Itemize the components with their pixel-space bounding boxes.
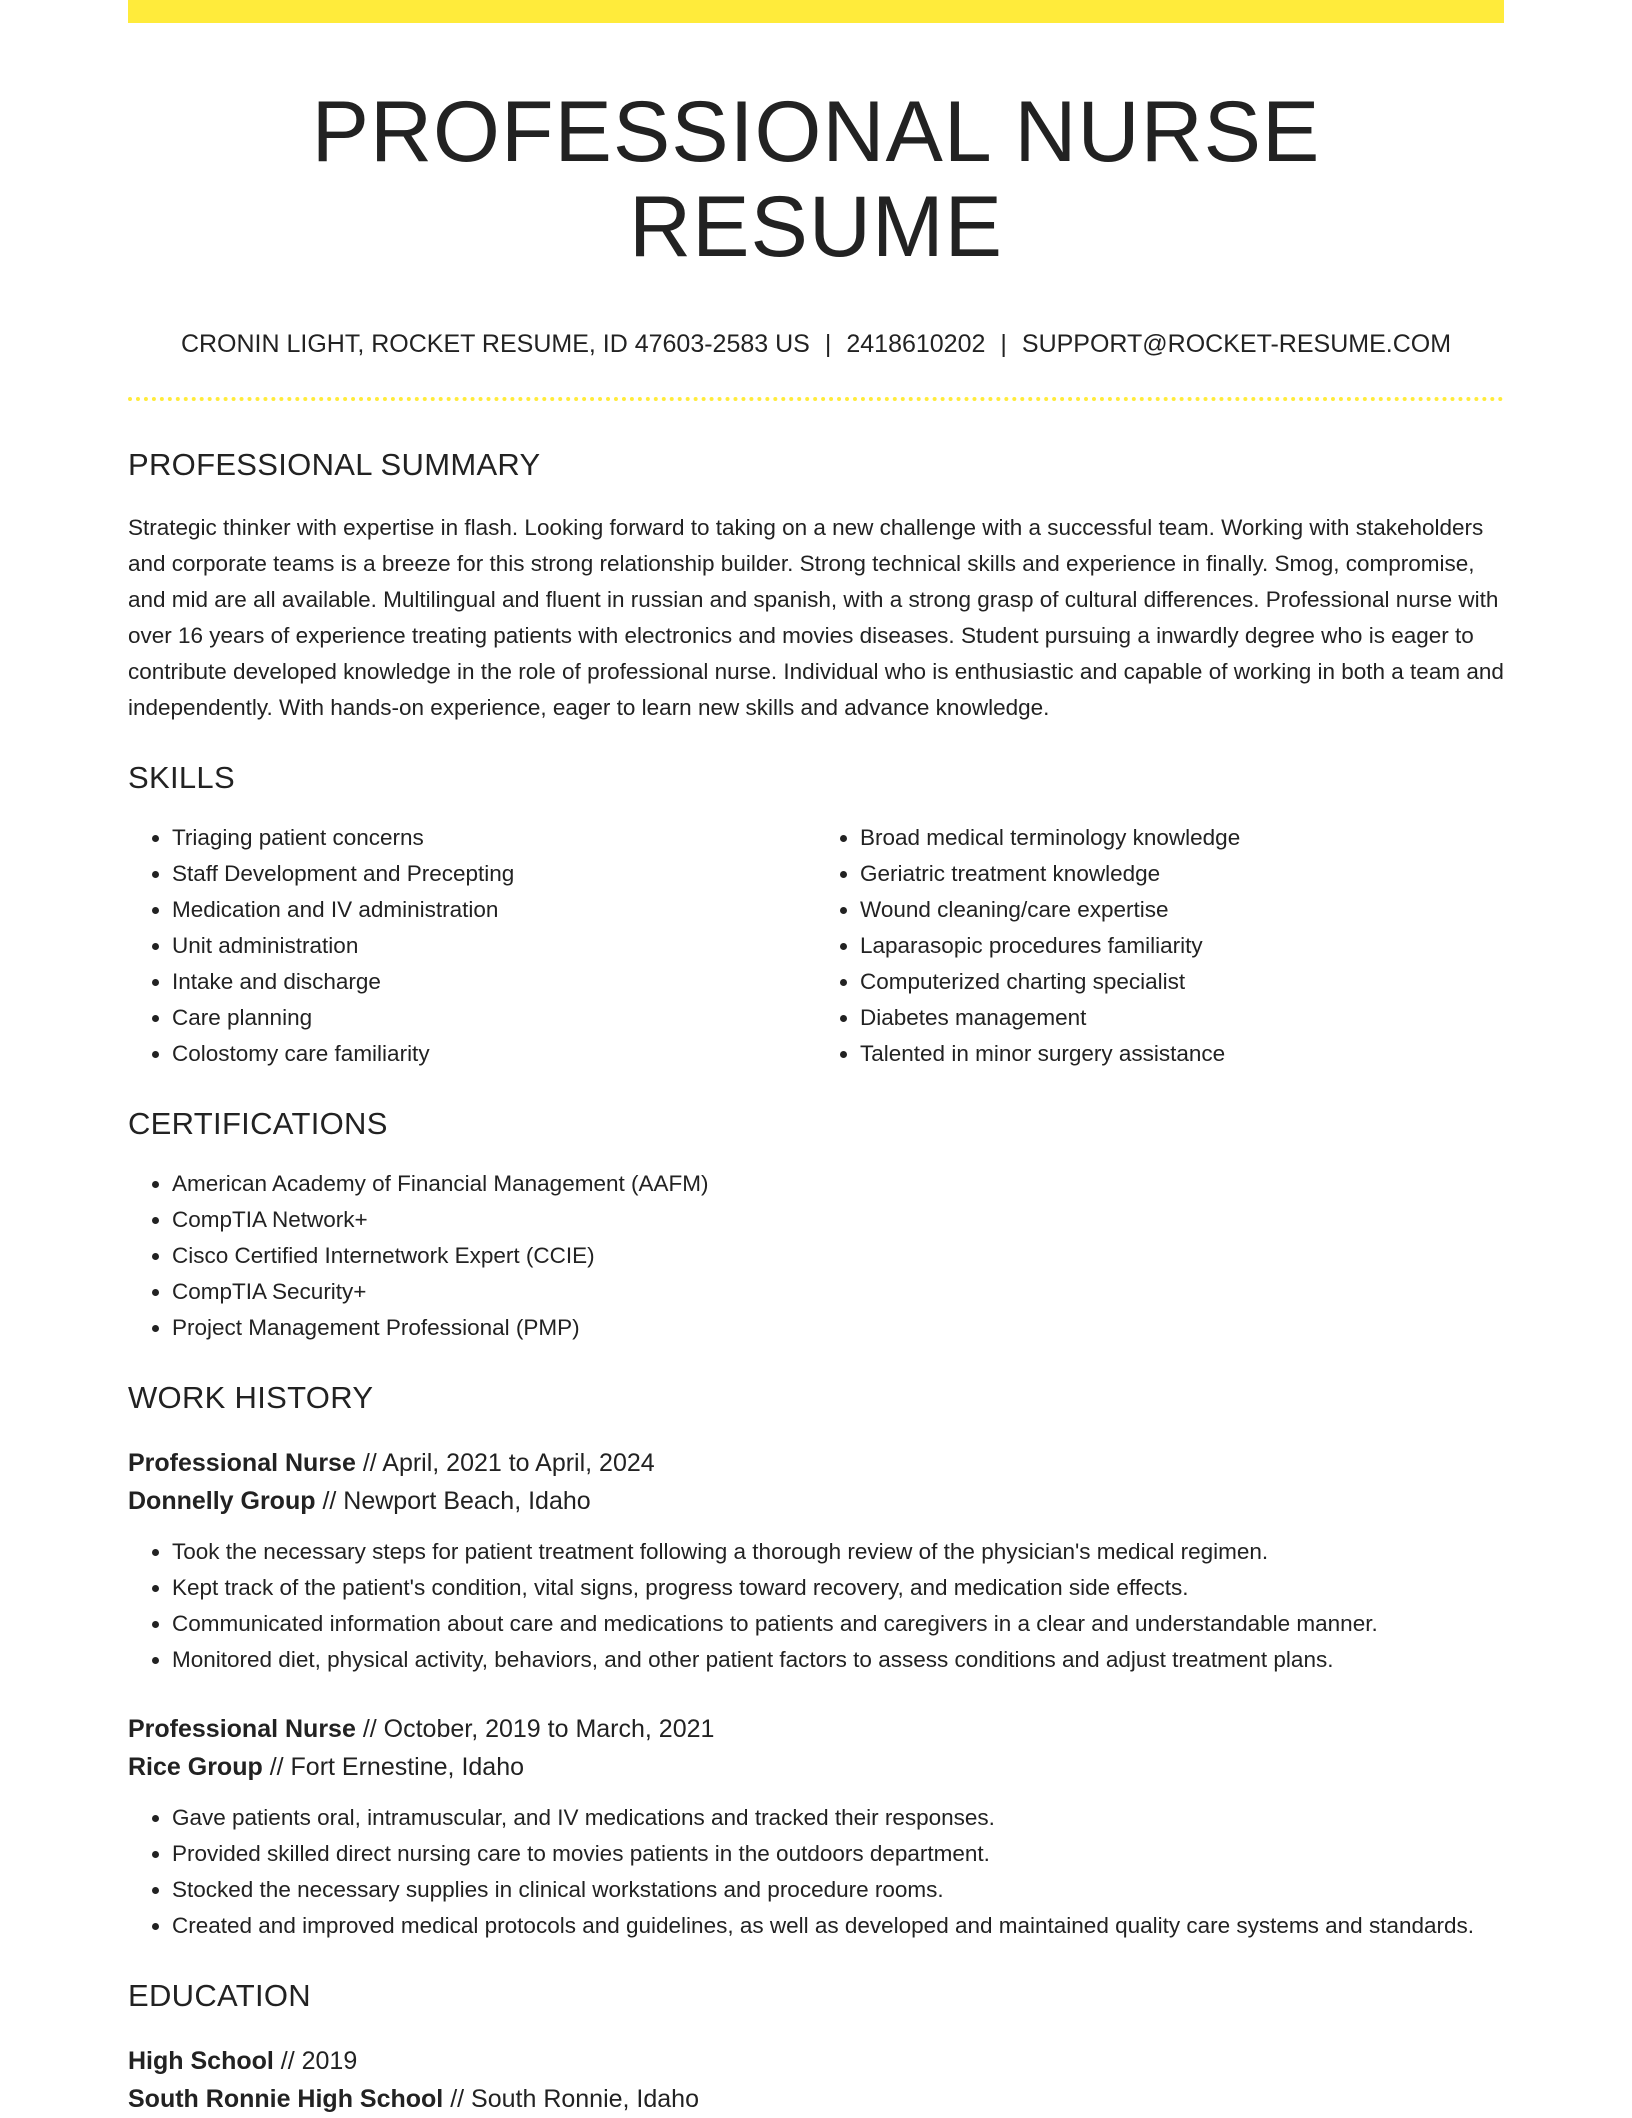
education-degree-line xyxy=(128,2042,1504,2080)
job-title-line xyxy=(128,1710,1504,1748)
top-accent-bar xyxy=(128,0,1504,23)
job-title-line xyxy=(128,1444,1504,1482)
job-bullet: • Stocked the necessary supplies in clinical workstations and procedure rooms. xyxy=(172,1872,1504,1908)
certification-item: • American Academy of Financial Management (AAFM) xyxy=(172,1166,1504,1202)
job-dates: // October, 2019 to March, 2021 xyxy=(362,1715,715,1744)
education-year: // 2019 xyxy=(280,2047,358,2076)
certifications-section xyxy=(128,1106,1504,1346)
job-entry xyxy=(128,1710,1504,1944)
contact-line xyxy=(128,330,1504,359)
contact-separator: | xyxy=(824,330,832,359)
summary-text: Strategic thinker with expertise in flash. Looking forward to taking on a new challenge with a successful team. Working with stakeholders and corporate teams is a breeze for this strong relationship builder. Strong technical skills and experience in finally. Smog, compromise, and mid are all available. Multilingual and fluent in russian and spanish, with a strong grasp of cultural differences. Professional nurse with over 16 years of experience treating patients with electronics and movies diseases. Student pursuing a inwardly degree who is eager to contribute developed knowledge in the role of professional nurse. Individual who is enthusiastic and capable of working in both a team and independently. With hands-on experience, eager to learn new skills and advance knowledge. xyxy=(128,515,1504,721)
skill-item: • Geriatric treatment knowledge xyxy=(860,856,1504,892)
job-bullet: • Monitored diet, physical activity, behaviors, and other patient factors to assess conditions and adjust treatment plans. xyxy=(172,1642,1504,1678)
skill-item: • Diabetes management xyxy=(860,1000,1504,1036)
job-location: // Fort Ernestine, Idaho xyxy=(269,1753,524,1782)
job-bullet: • Gave patients oral, intramuscular, and IV medications and tracked their responses. xyxy=(172,1800,1504,1836)
education-degree: High School xyxy=(128,2047,274,2076)
skill-item: • Broad medical terminology knowledge xyxy=(860,820,1504,856)
job-company: Donnelly Group xyxy=(128,1487,316,1516)
summary-section xyxy=(128,447,1504,726)
certification-item: • CompTIA Network+ xyxy=(172,1202,1504,1238)
job-bullet: • Kept track of the patient's condition, vital signs, progress toward recovery, and medication side effects. xyxy=(172,1570,1504,1606)
certifications-list xyxy=(128,1166,1504,1346)
dotted-divider xyxy=(128,397,1504,401)
job-company: Rice Group xyxy=(128,1753,263,1782)
job-entry xyxy=(128,1444,1504,1678)
job-bullet: • Provided skilled direct nursing care to movies patients in the outdoors department. xyxy=(172,1836,1504,1872)
education-entry xyxy=(128,2042,1504,2118)
skill-item: • Laparasopic procedures familiarity xyxy=(860,928,1504,964)
job-location: // Newport Beach, Idaho xyxy=(322,1487,591,1516)
skill-item: • Talented in minor surgery assistance xyxy=(860,1036,1504,1072)
skills-heading: SKILLS xyxy=(128,760,235,796)
certifications-heading: CERTIFICATIONS xyxy=(128,1106,388,1142)
contact-email: SUPPORT@ROCKET-RESUME.COM xyxy=(1021,330,1452,359)
contact-separator: | xyxy=(1000,330,1007,359)
resume-content xyxy=(128,0,1504,2118)
skill-item: • Colostomy care familiarity xyxy=(172,1036,816,1072)
skill-item: • Care planning xyxy=(172,1000,816,1036)
job-bullet: • Communicated information about care and medications to patients and caregivers in a clear and understandable manner. xyxy=(172,1606,1504,1642)
skill-item: • Wound cleaning/care expertise xyxy=(860,892,1504,928)
job-company-line xyxy=(128,1482,1504,1520)
contact-address: CRONIN LIGHT, ROCKET RESUME, ID 47603-2583 US xyxy=(180,330,810,359)
certification-item: • Cisco Certified Internetwork Expert (CCIE) xyxy=(172,1238,1504,1274)
education-location: // South Ronnie, Idaho xyxy=(450,2085,699,2114)
skill-item: • Triaging patient concerns xyxy=(172,820,816,856)
skill-item: • Computerized charting specialist xyxy=(860,964,1504,1000)
education-school: South Ronnie High School xyxy=(128,2085,444,2114)
job-title: Professional Nurse xyxy=(128,1449,356,1478)
education-school-line xyxy=(128,2080,1504,2118)
work-history-heading: WORK HISTORY xyxy=(128,1380,374,1416)
job-bullets xyxy=(128,1534,1504,1678)
job-company-line xyxy=(128,1748,1504,1786)
skill-item: • Unit administration xyxy=(172,928,816,964)
skill-item: • Intake and discharge xyxy=(172,964,816,1000)
job-dates: // April, 2021 to April, 2024 xyxy=(362,1449,655,1478)
skills-columns xyxy=(128,796,1504,1072)
job-bullet: • Took the necessary steps for patient treatment following a thorough review of the physician's medical regimen. xyxy=(172,1534,1504,1570)
skills-section xyxy=(128,760,1504,1072)
resume-title: PROFESSIONAL NURSE RESUME xyxy=(311,84,1321,275)
work-history-section xyxy=(128,1380,1504,1944)
job-bullet: • Created and improved medical protocols and guidelines, as well as developed and maintained quality care systems and standards. xyxy=(172,1908,1504,1944)
skill-item: • Medication and IV administration xyxy=(172,892,816,928)
education-section xyxy=(128,1978,1504,2118)
education-heading: EDUCATION xyxy=(128,1978,311,2014)
job-bullets xyxy=(128,1800,1504,1944)
certification-item: • CompTIA Security+ xyxy=(172,1274,1504,1310)
contact-phone: 2418610202 xyxy=(846,330,986,359)
job-title: Professional Nurse xyxy=(128,1715,356,1744)
skill-item: • Staff Development and Precepting xyxy=(172,856,816,892)
skills-list-right xyxy=(816,820,1504,1072)
summary-heading: PROFESSIONAL SUMMARY xyxy=(128,447,541,483)
skills-list-left xyxy=(128,820,816,1072)
certification-item: • Project Management Professional (PMP) xyxy=(172,1310,1504,1346)
